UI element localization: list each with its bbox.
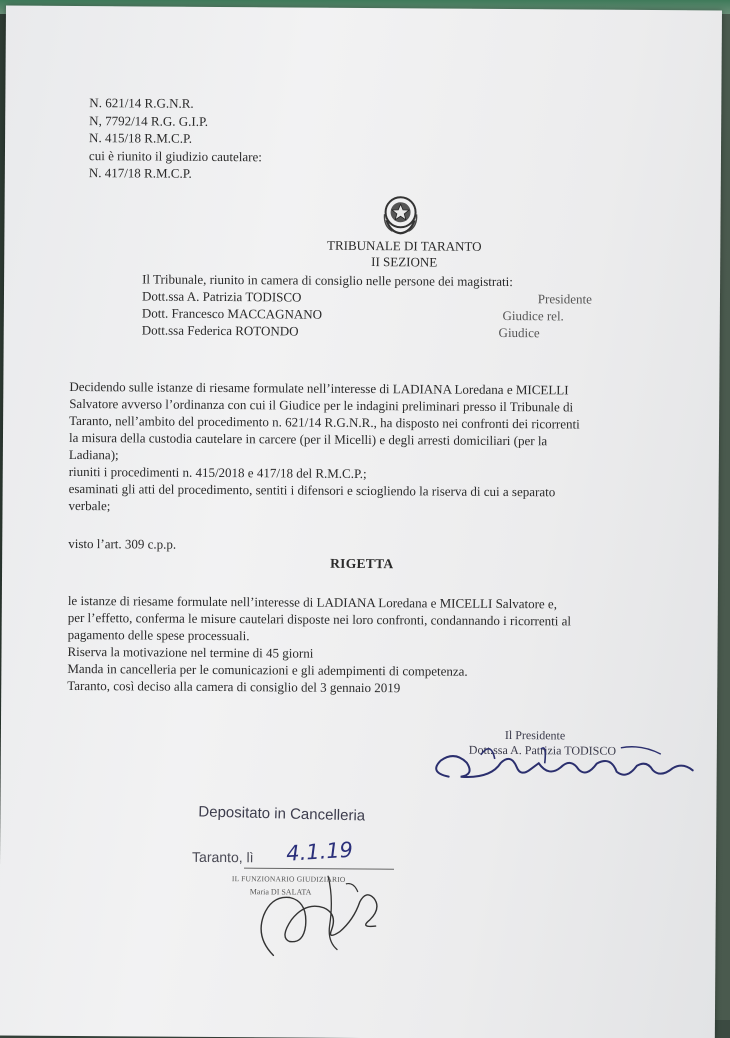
panel-intro: Il Tribunale, riunito in camera di consiglio nelle persone dei magistrati: <box>142 271 513 290</box>
case-ref-line: N. 621/14 R.G.N.R. <box>89 95 194 111</box>
judge-row <box>142 321 592 341</box>
court-name: TRIBUNALE DI TARANTO <box>327 237 482 254</box>
verdict-line: Riserva la motivazione nel termine di 45 giorni <box>67 643 314 661</box>
deposit-stamp-text: Depositato in Cancelleria <box>198 803 366 825</box>
verdict-line: le istanze di riesame formulate nell’interesse di LADIANA Loredana e MICELLI Salvatore e, <box>67 592 558 612</box>
handwritten-date: 4.1.19 <box>285 837 354 866</box>
italian-republic-emblem-icon <box>380 192 420 236</box>
official-name: Maria DI SALATA <box>249 887 312 897</box>
judges-panel <box>142 270 592 341</box>
judge-role: Giudice rel. <box>502 307 564 324</box>
president-name: Dott.ssa A. Patrizia TODISCO <box>468 742 617 758</box>
preamble-line: verbale; <box>68 497 111 514</box>
president-signature <box>421 732 721 794</box>
judge-name: Dott.ssa Federica ROTONDO <box>141 322 299 339</box>
court-section: II SEZIONE <box>371 254 438 270</box>
judge-role: Giudice <box>498 324 540 341</box>
preamble-line: riuniti i procedimenti n. 415/2018 e 417/18 del R.M.C.P.; <box>68 463 367 482</box>
preamble-line: Decidendo sulle istanze di riesame formulate nell’interesse di LADIANA Loredana e MICELLI <box>69 378 569 398</box>
judge-name: Dott.ssa A. Patrizia TODISCO <box>141 288 302 305</box>
preamble-line: la misura della custodia cautelare in carcere (per il Micelli) e degli arresti domiciliari (per la <box>68 429 548 449</box>
decision-preamble <box>68 378 669 518</box>
verdict-heading: RIGETTA <box>330 555 394 572</box>
verdict-line: Manda in cancelleria per le comunicazioni e gli adempimenti di competenza. <box>67 660 468 679</box>
court-heading <box>304 238 504 271</box>
case-ref-line: cui è riunito il giudizio cautelare: <box>88 147 262 164</box>
case-ref-line: N, 7792/14 R.G. G.I.P. <box>89 112 209 129</box>
official-signature <box>249 867 400 958</box>
judge-name: Dott. Francesco MACCAGNANO <box>141 305 323 322</box>
preamble-line: Taranto, nell’ambito del procedimento n. 621/14 R.G.N.R., ha disposto nei confronti dei ricorrenti <box>69 412 580 432</box>
verdict-line: per l’effetto, conferma le misure cautelari disposte nei loro confronti, condannando i ricorrenti al <box>67 609 572 629</box>
preamble-line: Salvatore avverso l’ordinanza con cui il Giudice per le indagini preliminari presso il Tribunale di <box>69 395 574 415</box>
president-title: Il Presidente <box>504 728 566 743</box>
document-page <box>0 6 722 1038</box>
deposit-place: Taranto, lì <box>192 848 254 866</box>
preamble-line: esaminati gli atti del procedimento, sentiti i difensori e sciogliendo la riserva di cui a separato <box>68 480 556 500</box>
judge-role: Presidente <box>537 291 593 307</box>
case-ref-line: N. 415/18 R.M.C.P. <box>89 130 193 146</box>
legal-basis: visto l’art. 309 c.p.p. <box>68 535 177 552</box>
case-reference-block <box>89 94 263 183</box>
verdict-body <box>67 592 668 698</box>
preamble-line: Ladiana); <box>68 446 119 463</box>
verdict-line: pagamento delle spese processuali. <box>67 626 250 644</box>
verdict-line: Taranto, così deciso alla camera di consiglio del 3 gennaio 2019 <box>67 677 401 696</box>
case-ref-line: N. 417/18 R.M.C.P. <box>88 165 192 181</box>
official-title: IL FUNZIONARIO GIUDIZIARIO <box>231 874 346 884</box>
